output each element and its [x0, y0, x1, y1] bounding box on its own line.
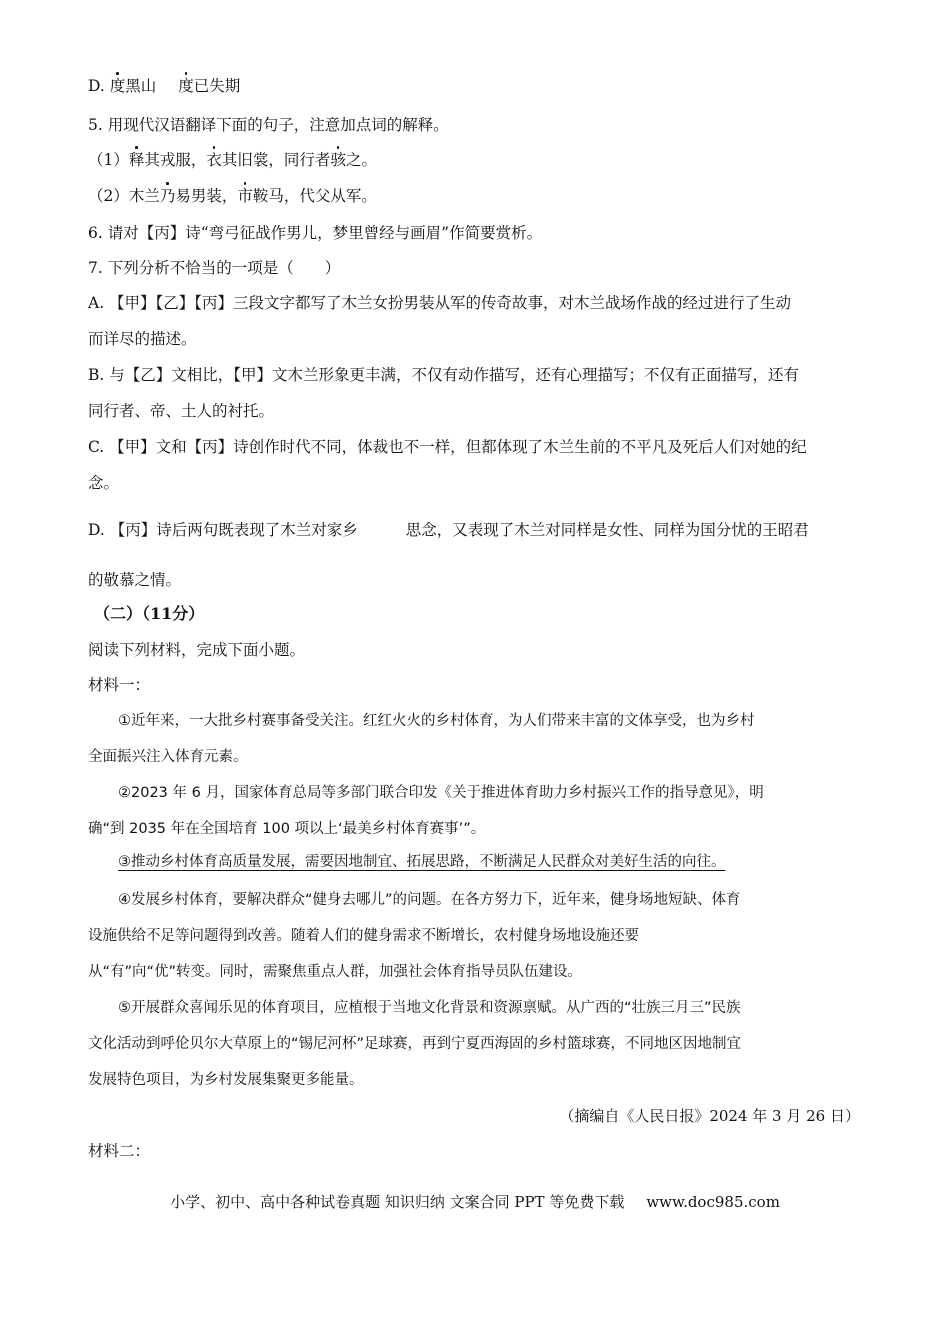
footer-url[interactable]: www.doc985.com	[646, 1193, 780, 1211]
q5s1-dotted-1: 释	[128, 151, 145, 169]
q5s2-dotted-1: 乃	[159, 187, 176, 205]
q6-text: 6. 请对【丙】诗“弯弓征战作男儿，梦里曾经与画眉”作简要赏析。	[88, 224, 543, 242]
q5s1-dotted-3: 骇	[330, 151, 346, 169]
q5s2-part: 易男装，	[175, 187, 238, 205]
material-1-para-1-line2: 全面振兴注入体育元素。	[88, 749, 248, 765]
q7d-part-2: 思念，又表现了木兰对同样是女性、同样为国分忧的王昭君	[405, 521, 809, 539]
material-1-para-4-line3: 从“有”向“优”转变。同时，需聚焦重点人群，加强社会体育指导员队伍建设。	[88, 964, 583, 980]
footer-text: 小学、初中、高中各种试卷真题 知识归纳 文案合同 PPT 等免费下载	[170, 1193, 625, 1211]
q7-title: 7. 下列分析不恰当的一项是（ ）	[88, 259, 341, 277]
q7-option-b-line1: B. 与【乙】文相比，【甲】文木兰形象更丰满，不仅有动作描写，还有心理描写；不仅有正面描写，还有	[88, 366, 799, 384]
q5s1-part: 之。	[345, 151, 377, 169]
q5s2-part: （2）木兰	[88, 187, 160, 205]
q7-option-d-line2: 的敬慕之情。	[88, 571, 182, 589]
q5-title: 5. 用现代汉语翻译下面的句子，注意加点词的解释。	[88, 116, 449, 134]
q4-option-d	[88, 76, 240, 96]
q7-option-c-line1: C. 【甲】文和【丙】诗创作时代不同，体裁也不一样，但都体现了木兰生前的不平凡及死后人们对她的纪	[88, 438, 807, 456]
q5s2-dotted-2: 市	[237, 187, 253, 205]
q7-option-a-line2: 而详尽的描述。	[88, 330, 197, 348]
q5-sentence-2	[88, 186, 377, 206]
section-intro: 阅读下列材料，完成下面小题。	[88, 641, 306, 659]
q4d-dotted-1: 度	[109, 77, 126, 95]
q5-sentence-1	[88, 150, 377, 170]
material-1-para-5-line2: 文化活动到呼伦贝尔大草原上的“锡尼河杯”足球赛，再到宁夏西海固的乡村篮球赛，不同地区因地制宜	[88, 1036, 742, 1052]
q7-option-c-line2: 念。	[88, 474, 120, 492]
material-1-para-4-line2: 设施供给不足等问题得到改善。随着人们的健身需求不断增长，农村健身场地设施还要	[88, 928, 639, 944]
q7d-part-1: D. 【丙】诗后两句既表现了木兰对家乡	[88, 521, 358, 539]
material-1-para-2-line2: 确“到 2035 年在全国培育 100 项以上‘最美乡村体育赛事’”。	[88, 821, 486, 837]
material-1-para-5-line1: ⑤开展群众喜闻乐见的体育项目，应植根于当地文化背景和资源禀赋。从广西的“壮族三月三”民族	[118, 1000, 741, 1016]
q4d-label: D.	[88, 77, 105, 95]
section-heading: （二）（11分）	[94, 604, 205, 623]
q5s2-part: 鞍马，代父从军。	[252, 187, 377, 205]
q7-option-d-line1	[88, 520, 809, 540]
material-1-para-3-underlined: ③推动乡村体育高质量发展，需要因地制宜、拓展思路，不断满足人民群众对美好生活的向往。	[118, 854, 726, 870]
q5s1-part: 其旧裳，同行者	[221, 151, 331, 169]
q4d-text-2: 已失期	[193, 77, 241, 95]
material-1-para-4-line1: ④发展乡村体育，要解决群众“健身去哪儿”的问题。在各方努力下，近年来，健身场地短缺、体育	[118, 892, 741, 908]
material-1-para-2-line1: ②2023 年 6 月，国家体育总局等多部门联合印发《关于推进体育助力乡村振兴工作的指导意见》，明	[118, 785, 764, 801]
page-footer	[0, 1191, 950, 1212]
q7-option-b-line2: 同行者、帝、土人的衬托。	[88, 402, 275, 420]
q5s1-dotted-2: 衣	[206, 151, 222, 169]
material-1-label: 材料一：	[88, 676, 151, 694]
q5s1-part: （1）	[88, 151, 129, 169]
material-1-para-1-line1: ①近年来，一大批乡村赛事备受关注。红红火火的乡村体育，为人们带来丰富的文体享受，也为乡村	[118, 713, 755, 729]
q5s1-part: 其戎服，	[144, 151, 207, 169]
material-2-label: 材料二：	[88, 1142, 151, 1160]
q4d-dotted-2: 度	[178, 77, 194, 95]
q4d-text-1: 黑山	[125, 77, 157, 95]
material-1-para-5-line3: 发展特色项目，为乡村发展集聚更多能量。	[88, 1072, 364, 1088]
q7-option-a-line1: A. 【甲】【乙】【丙】三段文字都写了木兰女扮男装从军的传奇故事，对木兰战场作战的经过进行了生动	[88, 294, 792, 312]
material-1-source: （摘编自《人民日报》2024 年 3 月 26 日）	[559, 1107, 860, 1125]
